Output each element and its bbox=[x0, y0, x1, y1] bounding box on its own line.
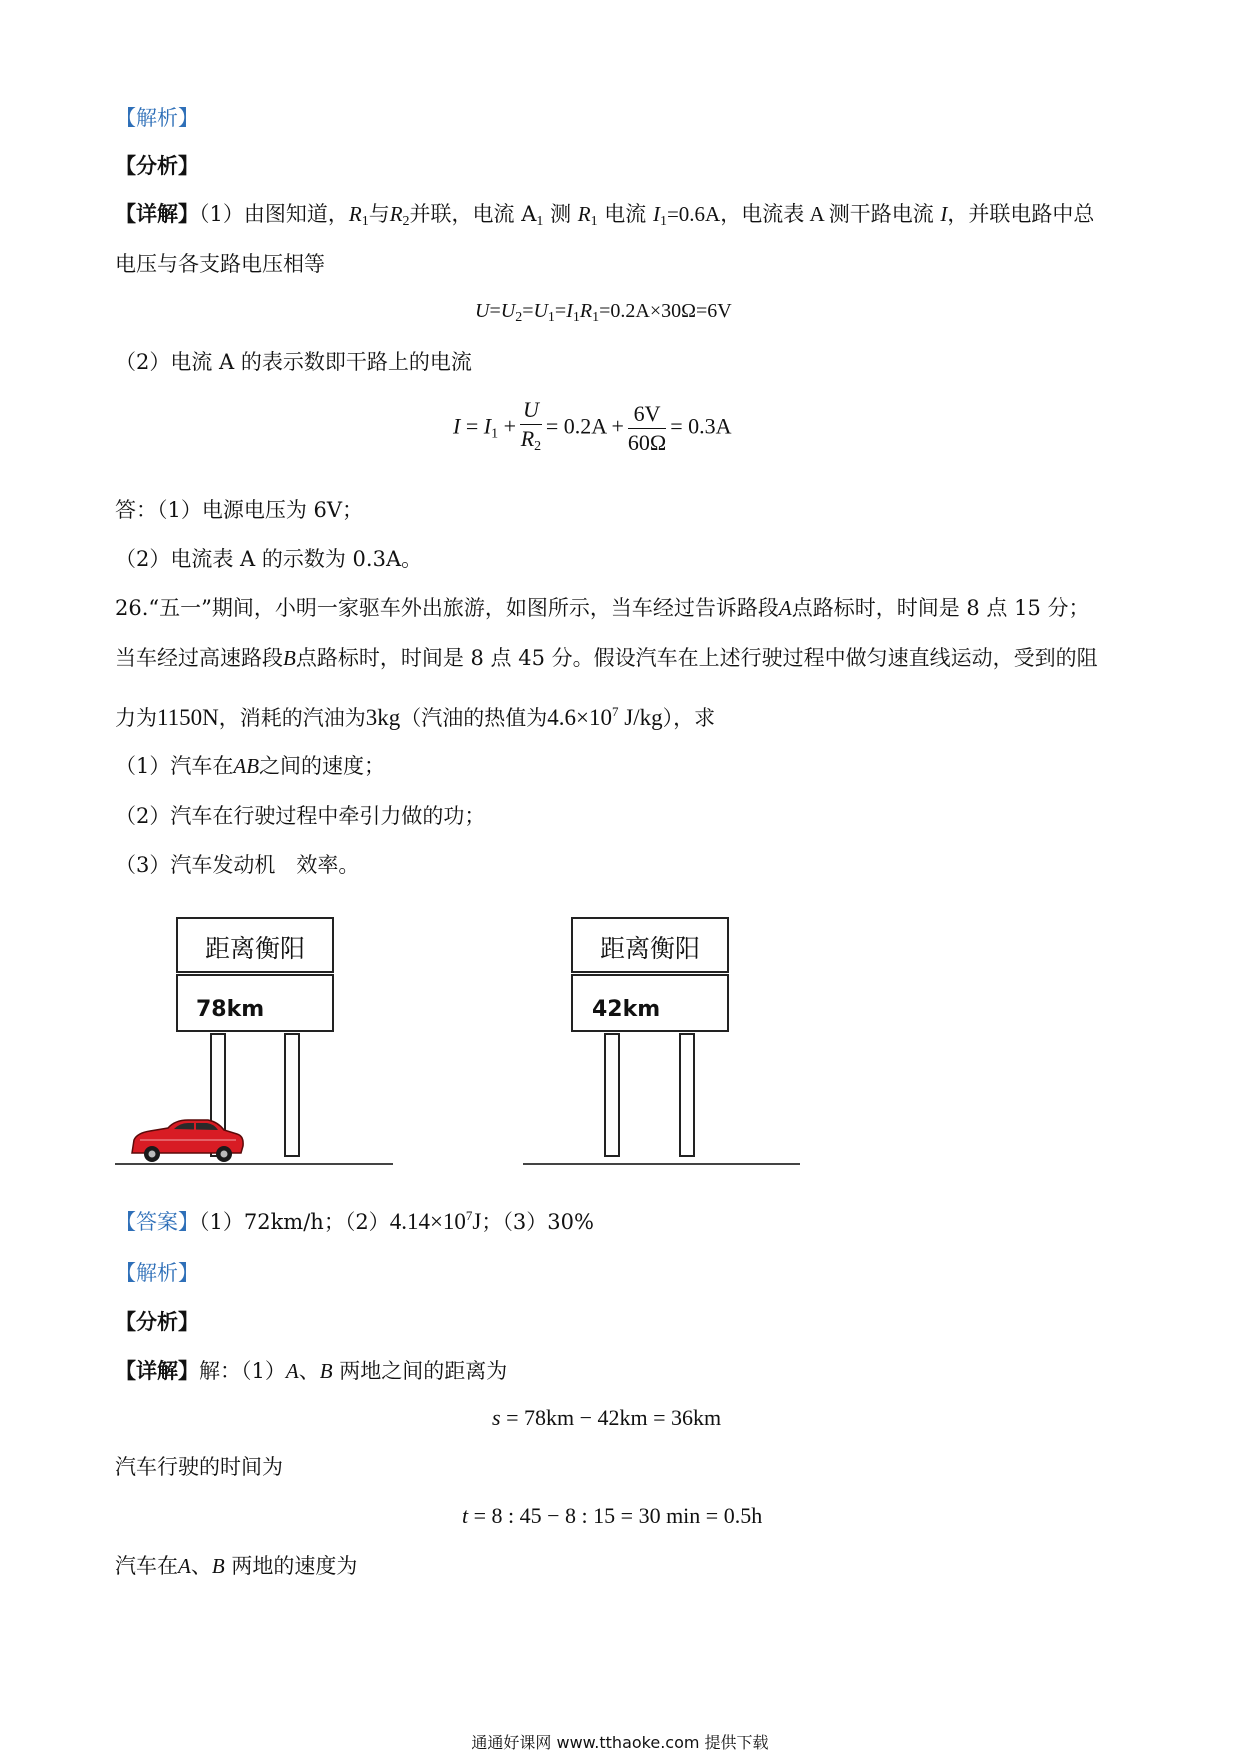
sign-b bbox=[523, 918, 800, 1164]
analyze-tag-2: 【分析】 bbox=[115, 1309, 199, 1334]
q25-part2: （2）电流 A 的表示数即干路上的电流 bbox=[115, 350, 472, 374]
q26-detail-line1: 【详解】解：（1）A、B 两地之间的距离为 bbox=[115, 1358, 508, 1383]
detail-tag: 【详解】 bbox=[115, 201, 199, 226]
time-label: 汽车行驶的时间为 bbox=[115, 1455, 283, 1479]
equation-time: t = 8 : 45 − 8 : 15 = 30 min = 0.5h bbox=[462, 1503, 763, 1528]
q25-detail-line1: 【详解】（1）由图知道，$R_1$与$R_2$并联，电流 $A_1$ 测 $R_1$ 电流 $I_1=0.6A$，电流表 A 测干路电流 I，并联电路中总 bbox=[115, 201, 1095, 229]
q25-answer1: 答：（1）电源电压为 6V； bbox=[115, 498, 364, 522]
q26-line2: 当车经过高速路段B点路标时，时间是 8 点 45 分。假设汽车在上述行驶过程中做匀速直线运动，受到的阻 bbox=[115, 646, 1098, 670]
q26-part1: （1）汽车在AB之间的速度； bbox=[115, 754, 386, 778]
q26-line3: 力为1150N，消耗的汽油为3kg（汽油的热值为$4.6\times 10^7$ J/kg），求 bbox=[115, 704, 716, 730]
footer-watermark: 通通好课网 www.tthaoke.com 提供下载 bbox=[471, 1733, 769, 1752]
car-icon bbox=[132, 1120, 243, 1162]
q26-line1: 26.“五一”期间，小明一家驱车外出旅游，如图所示，当车经过告诉路段A点路标时，时间是 8 点 15 分； bbox=[115, 596, 1090, 620]
sign-b-title: 距离衡阳 bbox=[599, 934, 701, 963]
q26-part3: （3）汽车发动机 效率。 bbox=[115, 853, 360, 877]
analysis-tag: 【解析】 bbox=[115, 106, 199, 130]
speed-label: 汽车在A、B 两地的速度为 bbox=[115, 1554, 358, 1578]
analysis-tag-2: 【解析】 bbox=[115, 1261, 199, 1285]
sign-a bbox=[115, 918, 393, 1164]
sign-b-distance: 42km bbox=[592, 997, 661, 1022]
sign-a-distance: 78km bbox=[196, 997, 265, 1022]
sign-a-title: 距离衡阳 bbox=[204, 934, 306, 963]
q26-answer: 【答案】（1）72km/h；$(2)4.14\times 10^7J$；（3）30% bbox=[115, 1208, 594, 1234]
analyze-tag: 【分析】 bbox=[115, 153, 199, 178]
q25-answer2: （2）电流表 A 的示数为 0.3A。 bbox=[115, 547, 423, 571]
q26-part2: （2）汽车在行驶过程中牵引力做的功； bbox=[115, 804, 486, 828]
equation-distance: s = 78km − 42km = 36km bbox=[492, 1405, 722, 1430]
equation-total-current: $I = I_1$ + $\frac{U}{R_2}$ = 0.2A + $\frac{6V}{60\Omega}$ = 0.3A bbox=[453, 397, 732, 455]
q25-detail-line2: 电压与各支路电压相等 bbox=[115, 252, 325, 276]
equation-voltage: $U=U_2=U_1=I_1R_1=0.2A\times 30\Omega=6V$ bbox=[475, 300, 732, 325]
